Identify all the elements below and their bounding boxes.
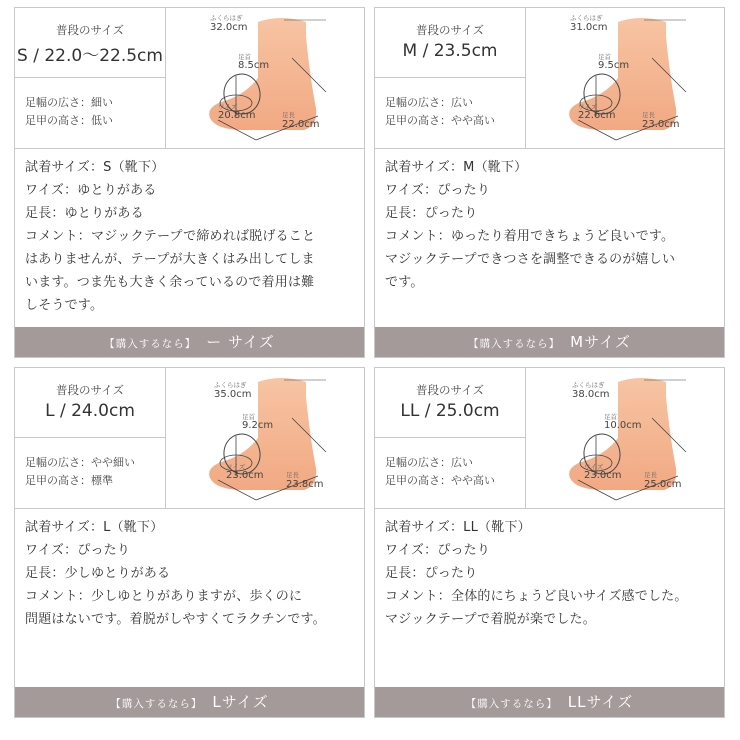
calf-label: ふくらはぎ	[570, 14, 603, 22]
recommendation-label: 【購入するなら】	[110, 698, 203, 710]
foot-length-label: 足長	[286, 471, 299, 479]
size-review-card-l	[14, 367, 365, 718]
recommended-size: Mサイズ	[570, 333, 631, 351]
card-header	[375, 368, 724, 509]
foot-shape-info	[25, 94, 113, 130]
usual-size-box	[15, 368, 165, 438]
reviewer-profile	[375, 368, 526, 508]
comment-line: います。つま先も大きく余っているので着用は難	[25, 275, 315, 290]
ankle-value: 8.5cm	[238, 60, 270, 71]
usual-size-value: LL / 25.0cm	[400, 401, 500, 421]
review-text	[385, 516, 720, 631]
card-header	[15, 8, 364, 149]
comment-line: コメント：ゆったり着用できちょうど良いです。	[385, 229, 675, 244]
foot-length-value: 22.0cm	[282, 119, 320, 130]
ankle-value: 9.2cm	[242, 420, 274, 431]
size-review-card-m	[374, 7, 725, 358]
calf-value: 32.0cm	[210, 22, 248, 33]
size-review-card-ll	[374, 367, 725, 718]
card-header	[15, 368, 364, 509]
calf-label: ふくらはぎ	[210, 14, 243, 22]
foot-illustration	[166, 8, 364, 148]
ankle-value: 10.0cm	[604, 420, 642, 431]
comment-line: コメント：マジックテープで締めれば脱げること	[25, 229, 316, 244]
wise-label: ワイズ	[226, 463, 246, 471]
trial-size-text: 試着サイズ：M（靴下）	[385, 160, 528, 175]
trial-size-text: 試着サイズ：S（靴下）	[25, 160, 165, 175]
usual-size-label: 普段のサイズ	[55, 23, 125, 37]
instep-height-text: 足甲の高さ：低い	[25, 114, 113, 127]
recommendation-bar	[375, 327, 724, 357]
foot-length-value: 23.0cm	[642, 119, 680, 130]
foot-shape-info	[385, 94, 495, 130]
ankle-label: 足首	[242, 413, 255, 421]
recommendation-bar	[15, 687, 364, 717]
calf-value: 35.0cm	[214, 389, 252, 400]
usual-size-label: 普段のサイズ	[55, 383, 125, 397]
instep-height-text: 足甲の高さ：標準	[25, 474, 113, 487]
instep-height-text: 足甲の高さ：やや高い	[385, 474, 495, 487]
usual-size-label: 普段のサイズ	[415, 23, 485, 37]
foot-shape-info	[385, 454, 495, 490]
foot-measurement-diagram	[166, 368, 364, 508]
foot-length-label: 足長	[282, 111, 295, 119]
wise-comment: ワイズ：ぴったり	[385, 543, 491, 558]
recommended-size: ー サイズ	[206, 333, 275, 351]
foot-length-label: 足長	[644, 471, 657, 479]
wise-value: 23.0cm	[584, 470, 622, 481]
trial-size-text: 試着サイズ：LL（靴下）	[385, 520, 531, 535]
usual-size-label: 普段のサイズ	[415, 383, 485, 397]
foot-measurement-diagram	[166, 8, 364, 148]
foot-illustration	[526, 8, 724, 148]
recommendation-label: 【購入するなら】	[465, 698, 558, 710]
foot-measurement-diagram	[526, 368, 724, 508]
calf-value: 38.0cm	[572, 389, 610, 400]
ankle-value: 9.5cm	[598, 60, 630, 71]
foot-width-text: 足幅の広さ：やや細い	[25, 456, 135, 469]
usual-size-value: M / 23.5cm	[402, 41, 498, 61]
comment-line: コメント：少しゆとりがありますが、歩くのに	[25, 589, 303, 604]
foot-illustration	[166, 368, 364, 508]
usual-size-box	[375, 368, 525, 438]
recommended-size: LLサイズ	[567, 693, 634, 711]
wise-value: 20.8cm	[218, 110, 256, 121]
foot-measurement-diagram	[526, 8, 724, 148]
comment-line: マジックテープで着脱が楽でした。	[385, 612, 596, 627]
calf-value: 31.0cm	[570, 22, 608, 33]
foot-length-value: 23.8cm	[286, 479, 324, 490]
comment-line: 問題はないです。着脱がしやすくてラクチンです。	[25, 612, 326, 627]
foot-width-text: 足幅の広さ：細い	[25, 96, 113, 109]
trial-size-text: 試着サイズ：L（靴下）	[25, 520, 164, 535]
foot-shape-info	[25, 454, 135, 490]
comment-line: しそうです。	[25, 298, 104, 313]
length-comment: 足長：ぴったり	[385, 206, 478, 221]
usual-size-box	[15, 8, 165, 78]
size-review-card-s	[14, 7, 365, 358]
wise-comment: ワイズ：ぴったり	[25, 543, 131, 558]
ankle-label: 足首	[604, 413, 617, 421]
review-text	[25, 516, 360, 631]
length-comment: 足長：ゆとりがある	[25, 206, 144, 221]
comment-line: マジックテープできつさを調整できるのが嬉しい	[385, 252, 676, 267]
recommendation-bar	[15, 327, 364, 357]
recommendation-label: 【購入するなら】	[104, 338, 197, 350]
recommendation-bar	[375, 687, 724, 717]
recommended-size: Lサイズ	[212, 693, 269, 711]
wise-value: 22.6cm	[578, 110, 616, 121]
wise-label: ワイズ	[578, 103, 598, 111]
review-text	[25, 156, 360, 317]
comment-line: はありませんが、テープが大きくはみ出してしま	[25, 252, 315, 267]
wise-label: ワイズ	[584, 463, 604, 471]
calf-label: ふくらはぎ	[214, 381, 247, 389]
usual-size-value: S / 22.0～22.5cm	[17, 46, 163, 66]
calf-label: ふくらはぎ	[572, 381, 605, 389]
foot-width-text: 足幅の広さ：広い	[385, 456, 473, 469]
instep-height-text: 足甲の高さ：やや高い	[385, 114, 495, 127]
reviewer-profile	[375, 8, 526, 148]
wise-label: ワイズ	[218, 103, 238, 111]
wise-value: 23.0cm	[226, 470, 264, 481]
length-comment: 足長：ぴったり	[385, 566, 478, 581]
review-text	[385, 156, 720, 294]
comment-line: です。	[385, 275, 424, 290]
wise-comment: ワイズ：ゆとりがある	[25, 183, 157, 198]
length-comment: 足長：少しゆとりがある	[25, 566, 171, 581]
recommendation-label: 【購入するなら】	[468, 338, 561, 350]
ankle-label: 足首	[238, 53, 251, 61]
reviewer-profile	[15, 8, 166, 148]
reviewer-profile	[15, 368, 166, 508]
foot-length-label: 足長	[642, 111, 655, 119]
usual-size-value: L / 24.0cm	[45, 401, 135, 421]
foot-illustration	[526, 368, 724, 508]
card-header	[375, 8, 724, 149]
wise-comment: ワイズ：ぴったり	[385, 183, 491, 198]
ankle-label: 足首	[598, 53, 611, 61]
usual-size-box	[375, 8, 525, 78]
comment-line: コメント：全体的にちょうど良いサイズ感でした。	[385, 589, 688, 604]
foot-length-value: 25.0cm	[644, 479, 682, 490]
foot-width-text: 足幅の広さ：広い	[385, 96, 473, 109]
